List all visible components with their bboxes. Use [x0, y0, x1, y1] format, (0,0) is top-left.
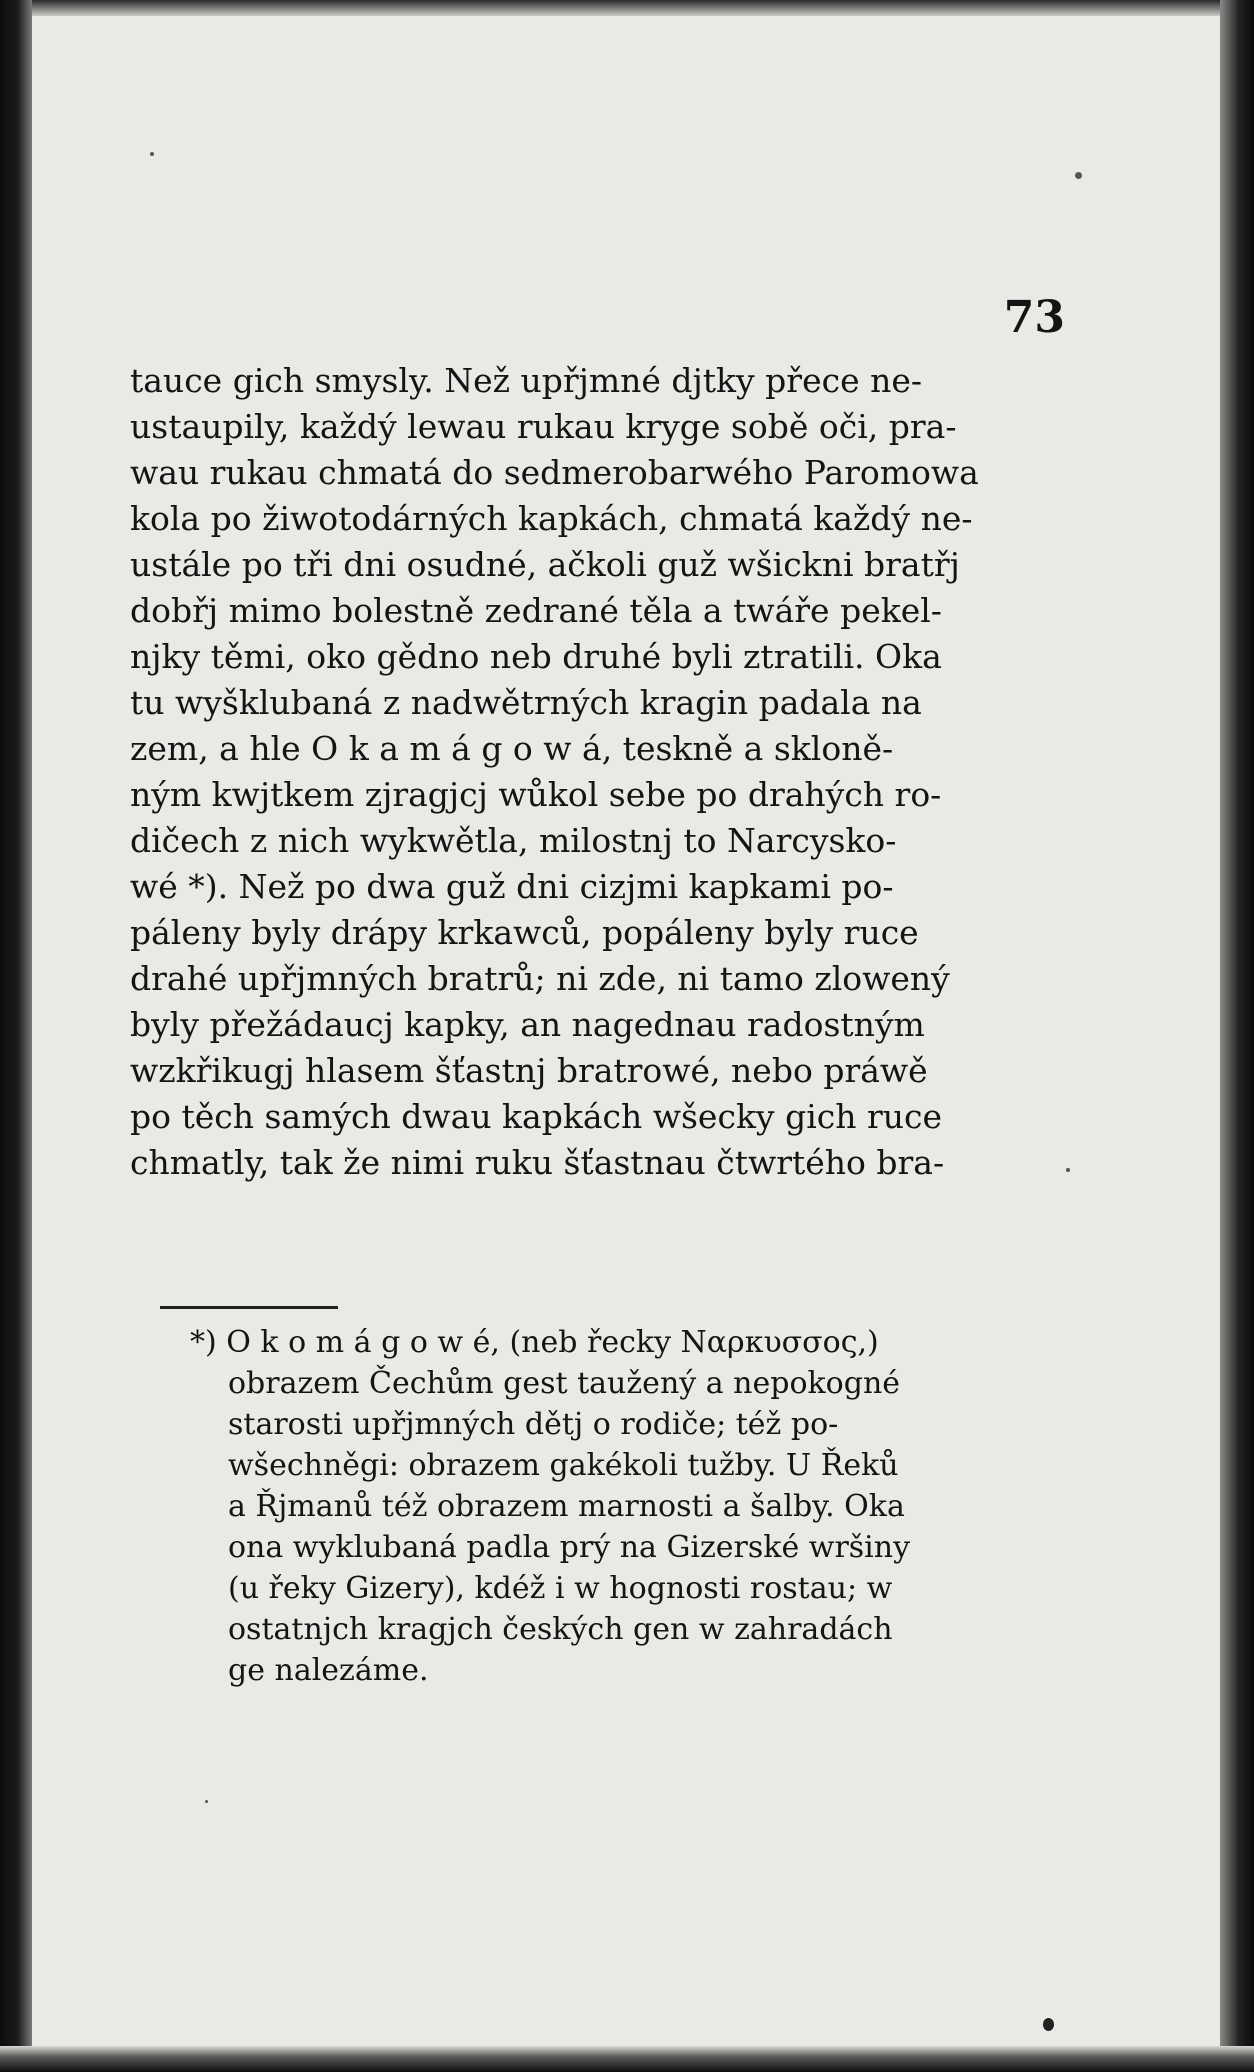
body-line: drahé upřjmných bratrů; ni zde, ni tamo zlowený [130, 959, 950, 998]
scan-edge-left [0, 0, 32, 2072]
body-line: tauce gich smysly. Než upřjmné djtky přece ne- [130, 361, 923, 400]
body-line: wau rukau chmatá do sedmerobarwého Paromowa [130, 453, 979, 492]
footnote-line: *) O k o m á g o w é, (neb řecky Ναρκυσσος,) [190, 1325, 879, 1360]
footnote-line: ostatnjch kragjch českých gen w zahradách [228, 1612, 893, 1647]
body-line: wzkřikugj hlasem šťastnj bratrowé, nebo práwě [130, 1051, 928, 1090]
body-line: páleny byly drápy krkawců, popáleny byly ruce [130, 913, 919, 952]
footnote-line: (u řeky Gizery), kdéž i w hognosti rostau; w [228, 1571, 893, 1606]
body-line: byly přežádaucj kapky, an nagednau radostným [130, 1005, 925, 1044]
body-line: dičech z nich wykwětla, milostnj to Narcysko- [130, 821, 897, 860]
footnote-line: ge nalezáme. [228, 1653, 429, 1688]
footnote-line: starosti upřjmných dětj o rodiče; též po- [228, 1407, 839, 1442]
body-line: ným kwjtkem zjragjcj wůkol sebe po drahých ro- [130, 775, 942, 814]
footnote-line: wšechněgi: obrazem gakékoli tužby. U Řeků [228, 1448, 899, 1483]
footnote-line: obrazem Čechům gest taužený a nepokogné [228, 1366, 901, 1401]
ink-speck [1043, 2018, 1054, 2031]
scan-edge-top [0, 0, 1254, 16]
ink-speck [1075, 172, 1082, 179]
body-line: chmatly, tak že nimi ruku šťastnau čtwrtého bra- [130, 1143, 945, 1182]
footnote-line: a Řjmanů též obrazem marnosti a šalby. Oka [228, 1489, 905, 1524]
scan-edge-bottom [0, 2046, 1254, 2072]
ink-speck [205, 1800, 208, 1803]
body-line: po těch samých dwau kapkách wšecky gich ruce [130, 1097, 943, 1136]
page-number: 73 [1003, 292, 1065, 343]
body-line: tu wyšklubaná z nadwětrných kragin padala na [130, 683, 922, 722]
body-line: zem, a hle O k a m á g o w á, teskně a skloně- [130, 729, 894, 768]
body-line: dobřj mimo bolestně zedrané těla a twáře pekel- [130, 591, 942, 630]
scan-edge-right [1220, 0, 1254, 2072]
body-line: ustále po tři dni osudné, ačkoli guž wšickni bratřj [130, 545, 960, 584]
body-line: kola po žiwotodárných kapkách, chmatá každý ne- [130, 499, 973, 538]
footnote-rule [160, 1306, 338, 1309]
body-line: njky těmi, oko gědno neb druhé byli ztratili. Oka [130, 637, 942, 676]
body-line: ustaupily, každý lewau rukau kryge sobě oči, pra- [130, 407, 957, 446]
body-line: wé *). Než po dwa guž dni cizjmi kapkami po- [130, 867, 894, 906]
ink-speck [150, 152, 154, 156]
ink-speck [1066, 1168, 1070, 1172]
footnote-line: ona wyklubaná padla prý na Gizerské wršiny [228, 1530, 911, 1565]
